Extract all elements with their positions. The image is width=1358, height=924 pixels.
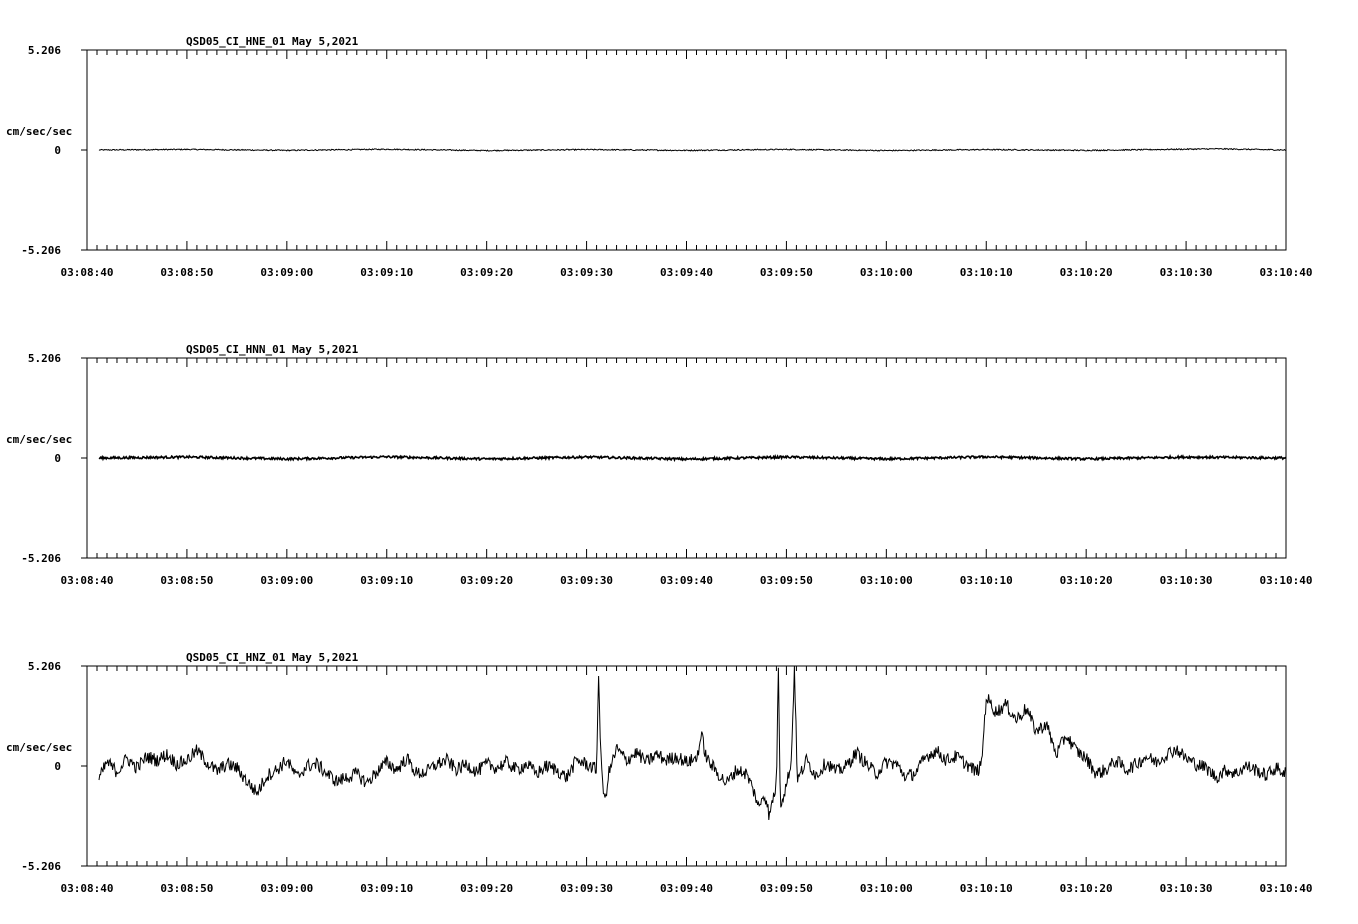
plot-frame	[87, 666, 1286, 866]
x-tick-label: 03:09:10	[360, 574, 414, 587]
chart-title: QSD05_CI_HNZ_01 May 5,2021	[186, 651, 359, 664]
x-tick-label: 03:10:10	[959, 882, 1013, 895]
x-tick-label: 03:10:30	[1159, 266, 1213, 279]
chart-title: QSD05_CI_HNE_01 May 5,2021	[186, 35, 359, 48]
x-tick-label: 03:09:50	[759, 882, 813, 895]
y-tick-label: -5.206	[21, 244, 61, 257]
chart-panel-2	[6, 343, 1312, 587]
x-tick-label: 03:09:30	[560, 266, 614, 279]
x-tick-label: 03:09:20	[460, 266, 514, 279]
y-axis-label: cm/sec/sec	[6, 741, 73, 754]
x-tick-label: 03:10:40	[1259, 574, 1313, 587]
chart-panel-3	[6, 651, 1312, 895]
x-tick-label: 03:09:30	[560, 882, 614, 895]
x-tick-label: 03:10:20	[1059, 882, 1113, 895]
x-tick-label: 03:09:50	[759, 574, 813, 587]
x-tick-label: 03:08:50	[160, 882, 214, 895]
x-tick-label: 03:09:20	[460, 882, 514, 895]
chart-title: QSD05_CI_HNN_01 May 5,2021	[186, 343, 359, 356]
x-tick-label: 03:08:50	[160, 266, 214, 279]
x-tick-label: 03:10:20	[1059, 266, 1113, 279]
y-tick-label: -5.206	[21, 552, 61, 565]
y-tick-label: 5.206	[27, 352, 61, 365]
x-tick-label: 03:10:00	[859, 266, 913, 279]
x-tick-label: 03:08:40	[60, 266, 114, 279]
x-tick-label: 03:09:20	[460, 574, 514, 587]
x-tick-label: 03:09:50	[759, 266, 813, 279]
x-tick-label: 03:09:10	[360, 882, 414, 895]
x-tick-label: 03:09:40	[660, 882, 713, 895]
x-tick-label: 03:09:40	[660, 574, 713, 587]
trace-line	[99, 666, 1286, 820]
x-tick-label: 03:10:00	[859, 882, 913, 895]
x-tick-label: 03:09:10	[360, 266, 414, 279]
y-tick-label: 0	[54, 760, 61, 773]
x-tick-label: 03:08:50	[160, 574, 214, 587]
x-tick-label: 03:10:20	[1059, 574, 1113, 587]
x-tick-label: 03:09:40	[660, 266, 713, 279]
y-tick-label: 5.206	[27, 660, 61, 673]
y-axis-label: cm/sec/sec	[6, 433, 73, 446]
x-tick-label: 03:10:10	[959, 266, 1013, 279]
y-tick-label: 0	[54, 452, 61, 465]
x-tick-label: 03:08:40	[60, 882, 114, 895]
trace-line	[99, 148, 1286, 151]
x-tick-label: 03:09:30	[560, 574, 614, 587]
x-tick-label: 03:09:00	[260, 574, 314, 587]
x-tick-label: 03:10:10	[959, 574, 1013, 587]
x-tick-label: 03:10:00	[859, 574, 913, 587]
x-tick-label: 03:09:00	[260, 882, 314, 895]
x-tick-label: 03:10:30	[1159, 882, 1213, 895]
x-tick-label: 03:10:40	[1259, 266, 1313, 279]
chart-panel-1	[6, 35, 1312, 279]
y-tick-label: -5.206	[21, 860, 61, 873]
x-tick-label: 03:10:40	[1259, 882, 1313, 895]
x-tick-label: 03:09:00	[260, 266, 314, 279]
x-tick-label: 03:08:40	[60, 574, 114, 587]
x-tick-label: 03:10:30	[1159, 574, 1213, 587]
y-tick-label: 5.206	[27, 44, 61, 57]
trace-line	[99, 456, 1286, 460]
y-tick-label: 0	[54, 144, 61, 157]
y-axis-label: cm/sec/sec	[6, 125, 73, 138]
